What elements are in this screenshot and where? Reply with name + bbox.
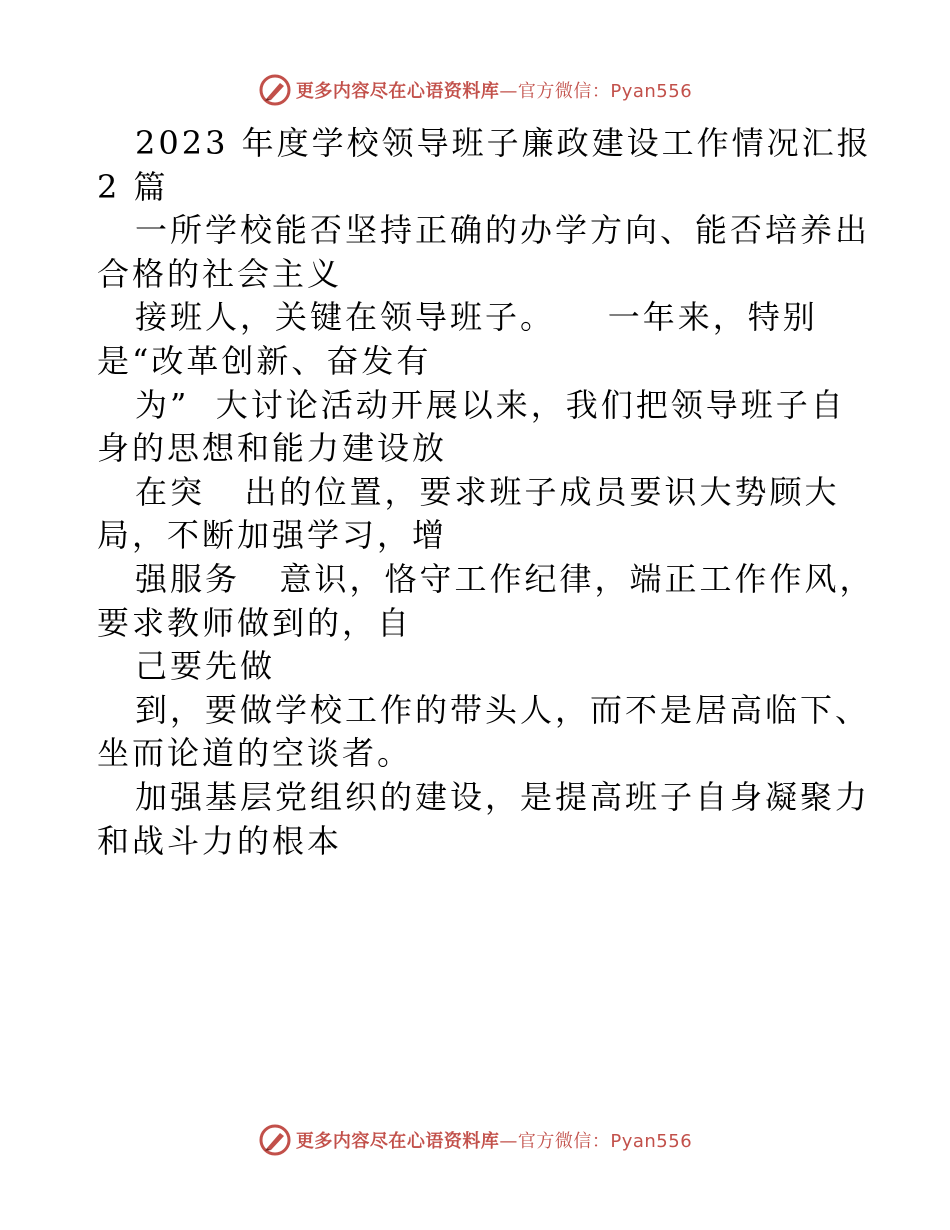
text-line: 和战斗力的根本 bbox=[97, 821, 343, 860]
pen-circle-logo-icon bbox=[258, 73, 292, 107]
text-line: 强服务 意识，恪守工作纪律，端正工作作风， bbox=[135, 559, 875, 598]
watermark-wechat-label: 官方微信： bbox=[517, 81, 611, 102]
watermark-separator: — bbox=[499, 81, 518, 102]
watermark-separator: — bbox=[499, 1131, 518, 1152]
watermark-site: 更多内容尽在心语资料库 bbox=[295, 1131, 500, 1152]
watermark-wechat-id: Pyan556 bbox=[610, 81, 693, 102]
text-line: 要求教师做到的，自 bbox=[97, 603, 413, 642]
watermark-site: 更多内容尽在心语资料库 bbox=[295, 81, 500, 102]
text-line: 是“改革创新、奋发有 bbox=[97, 341, 432, 380]
footer-watermark bbox=[0, 1118, 950, 1162]
text-line: 一所学校能否坚持正确的办学方向、能否培养出 bbox=[135, 211, 871, 250]
text-line: 加强基层党组织的建设，是提高班子自身凝聚力 bbox=[135, 777, 871, 816]
watermark-text bbox=[296, 77, 692, 103]
text-line: 身的思想和能力建设放 bbox=[97, 429, 448, 468]
text-line: 局，不断加强学习，增 bbox=[97, 516, 448, 555]
text-line: 坐而论道的空谈者。 bbox=[97, 734, 413, 773]
text-line: 己要先做 bbox=[135, 647, 276, 686]
watermark-wechat-label: 官方微信： bbox=[517, 1131, 611, 1152]
watermark-text bbox=[296, 1127, 692, 1153]
text-line: 2 篇 bbox=[97, 167, 169, 206]
text-line: 2023 年度学校领导班子廉政建设工作情况汇报 bbox=[135, 124, 872, 162]
text-line: 接班人，关键在领导班子。 一年来，特别 bbox=[135, 298, 818, 337]
text-line: 为” 大讨论活动开展以来，我们把领导班子自 bbox=[135, 385, 846, 424]
watermark-wechat-id: Pyan556 bbox=[610, 1131, 693, 1152]
text-line: 合格的社会主义 bbox=[97, 254, 343, 293]
pen-circle-logo-icon bbox=[258, 1123, 292, 1157]
document-body bbox=[97, 122, 875, 863]
text-line: 到，要做学校工作的带头人，而不是居高临下、 bbox=[135, 690, 871, 729]
text-line: 在突 出的位置，要求班子成员要识大势顾大 bbox=[135, 472, 840, 511]
header-watermark bbox=[0, 68, 950, 112]
